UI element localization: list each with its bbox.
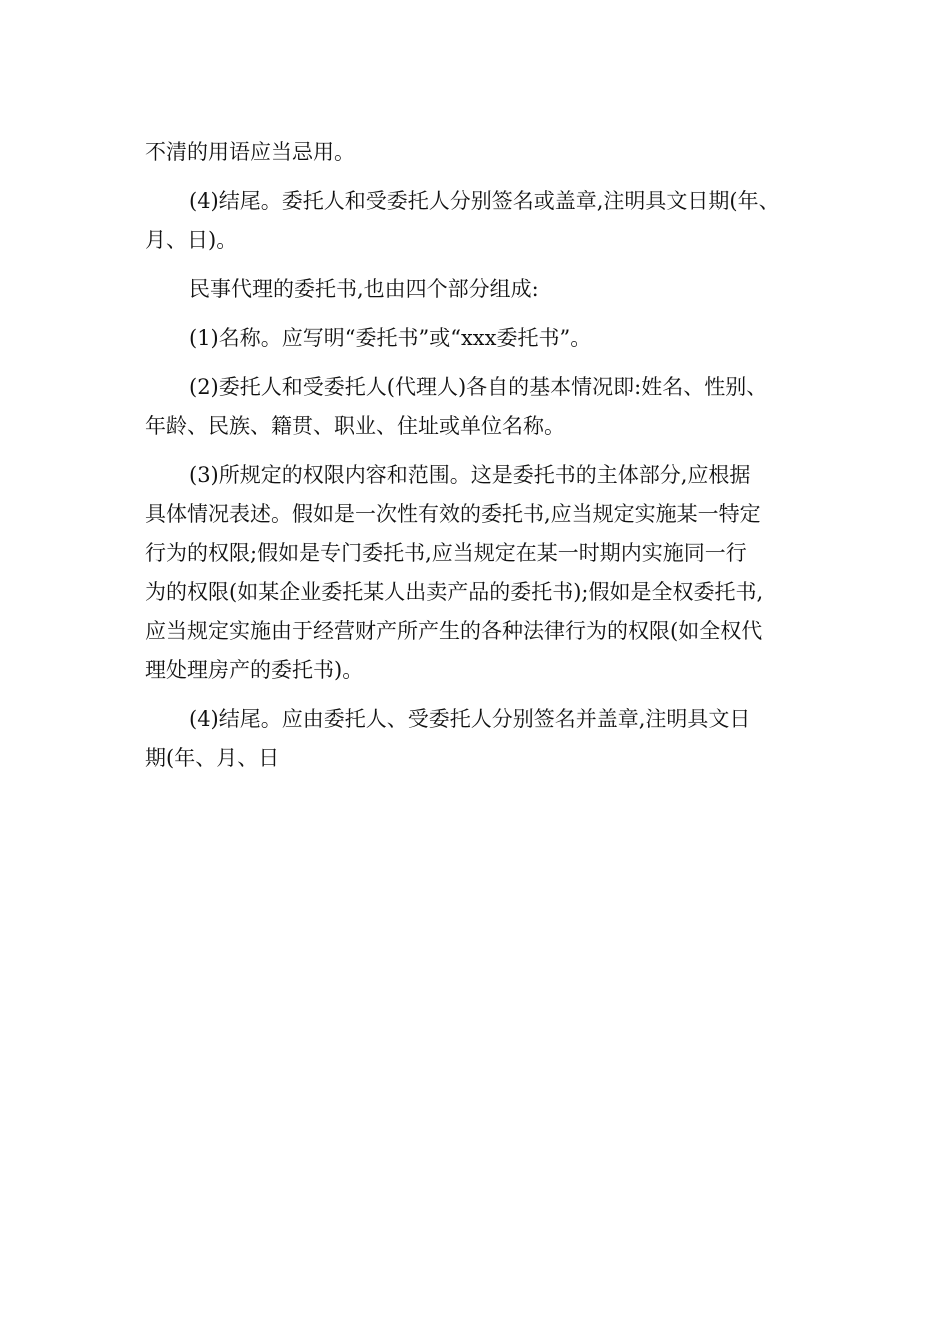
paragraph-line: 具体情况表述。假如是一次性有效的委托书,应当规定实施某一特定 — [145, 502, 761, 526]
paragraph-line: 月、日)。 — [145, 228, 238, 252]
paragraph-line: 年龄、民族、籍贯、职业、住址或单位名称。 — [145, 414, 565, 438]
paragraph-line: 不清的用语应当忌用。 — [145, 140, 355, 164]
paragraph-line: (2)委托人和受委托人(代理人)各自的基本情况即:姓名、性别、 — [189, 375, 768, 399]
document-body — [145, 133, 835, 778]
paragraph-line: 理处理房产的委托书)。 — [145, 658, 364, 682]
paragraph-line: (4)结尾。委托人和受委托人分别签名或盖章,注明具文日期(年、 — [189, 189, 780, 213]
paragraph-line: (3)所规定的权限内容和范围。这是委托书的主体部分,应根据 — [189, 463, 751, 487]
paragraph-line: 民事代理的委托书,也由四个部分组成: — [189, 277, 539, 301]
paragraph-line: 应当规定实施由于经营财产所产生的各种法律行为的权限(如全权代 — [145, 619, 763, 643]
paragraph-line: 行为的权限;假如是专门委托书,应当规定在某一时期内实施同一行 — [145, 541, 747, 565]
paragraph-line: (1)名称。应写明“委托书”或“xxx委托书”。 — [189, 326, 592, 350]
paragraph-line: 期(年、月、日 — [145, 746, 280, 770]
paragraph-line: 为的权限(如某企业委托某人出卖产品的委托书);假如是全权委托书, — [145, 580, 764, 604]
paragraph-line: (4)结尾。应由委托人、受委托人分别签名并盖章,注明具文日 — [189, 707, 751, 731]
